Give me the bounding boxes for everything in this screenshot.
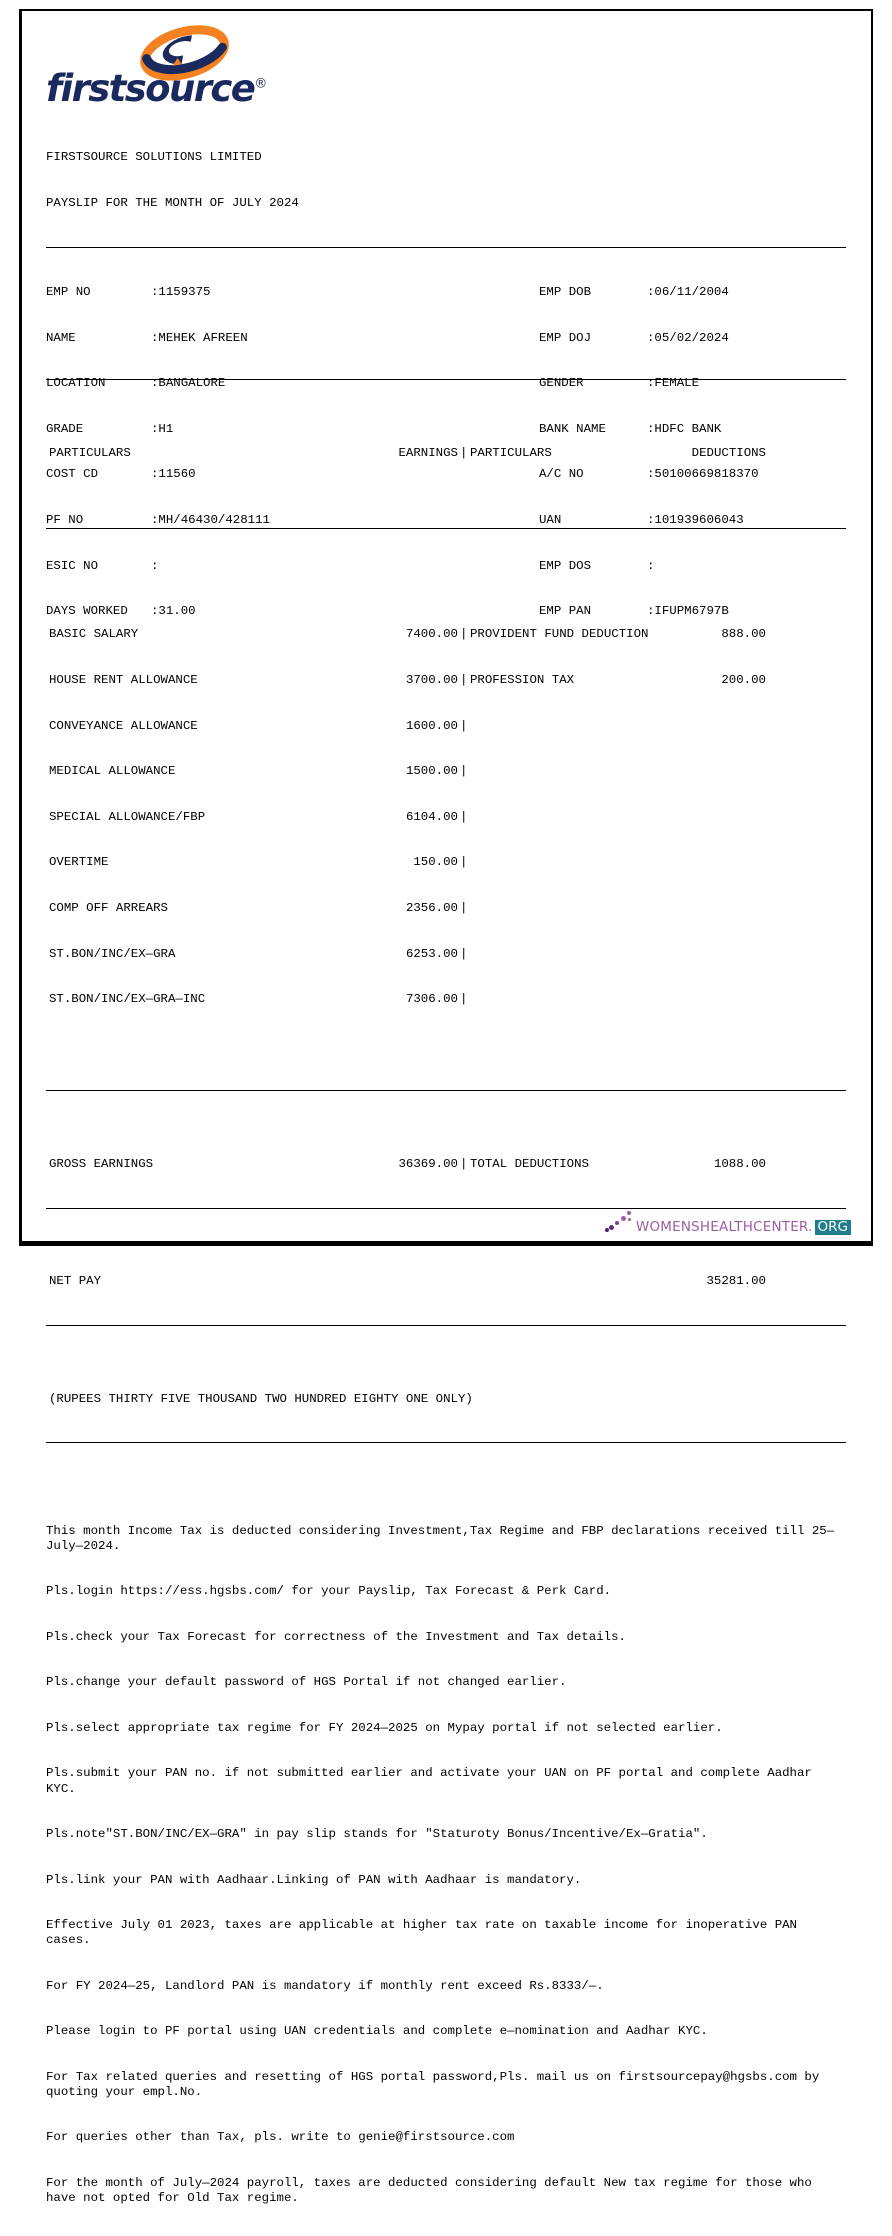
detail-value: :BANGALORE bbox=[151, 376, 226, 391]
detail-label: A/C NO bbox=[539, 467, 584, 482]
earning-label: OVERTIME bbox=[49, 855, 109, 870]
earning-label: HOUSE RENT ALLOWANCE bbox=[49, 673, 198, 688]
detail-label: COST CD bbox=[46, 467, 99, 482]
detail-value: :05/02/2024 bbox=[647, 330, 729, 345]
detail-row-emp-no bbox=[46, 285, 270, 300]
total-deductions-label: TOTAL DEDUCTIONS bbox=[470, 1157, 589, 1172]
detail-label: GRADE bbox=[46, 421, 84, 436]
header-particulars-earnings: PARTICULARS bbox=[49, 446, 131, 461]
detail-value: : bbox=[647, 558, 655, 573]
deduction-label: PROFESSION TAX bbox=[470, 673, 575, 688]
gross-earnings-label: GROSS EARNINGS bbox=[49, 1157, 154, 1172]
detail-value: :101939606043 bbox=[647, 513, 744, 527]
detail-value: :HDFC BANK bbox=[647, 421, 722, 436]
earning-amount: 3700.00 bbox=[405, 673, 458, 688]
registered-mark: ® bbox=[254, 76, 268, 92]
header-earnings: EARNINGS bbox=[398, 446, 458, 461]
table-row bbox=[46, 810, 846, 825]
earning-label: ST.BON/INC/EX—GRA bbox=[49, 946, 176, 961]
earning-amount: 2356.00 bbox=[405, 901, 458, 916]
table-row bbox=[46, 901, 846, 916]
table-row bbox=[46, 992, 846, 1007]
detail-label: EMP DOB bbox=[539, 285, 592, 300]
firstsource-wordmark bbox=[46, 67, 268, 110]
note-line: Pls.change your default password of HGS Portal if not changed earlier. bbox=[46, 1675, 567, 1690]
detail-label: DAYS WORKED bbox=[46, 604, 128, 619]
divider-under-header bbox=[46, 247, 846, 248]
divider-under-net-pay bbox=[46, 1325, 846, 1326]
detail-value: :FEMALE bbox=[647, 376, 700, 391]
detail-label: ESIC NO bbox=[46, 558, 99, 573]
amount-in-words-row bbox=[46, 1387, 846, 1412]
detail-value: :31.00 bbox=[151, 604, 196, 619]
earning-label: SPECIAL ALLOWANCE/FBP bbox=[49, 809, 206, 824]
earning-label: BASIC SALARY bbox=[49, 627, 139, 642]
source-watermark bbox=[605, 1205, 851, 1235]
table-header-row bbox=[46, 446, 846, 463]
column-separator: | bbox=[460, 627, 468, 642]
column-separator: | bbox=[460, 718, 468, 733]
column-separator: | bbox=[460, 809, 468, 824]
wordmark-text: firstsource bbox=[46, 67, 255, 110]
page-border-frame bbox=[19, 9, 873, 2205]
column-separator: | bbox=[460, 1157, 468, 1172]
earning-amount: 6104.00 bbox=[405, 809, 458, 824]
detail-value: :H1 bbox=[151, 421, 174, 436]
note-line: Pls.login https://ess.hgsbs.com/ for your Payslip, Tax Forecast & Perk Card. bbox=[46, 1584, 612, 1599]
earning-amount: 150.00 bbox=[413, 855, 458, 870]
table-row bbox=[46, 673, 846, 688]
detail-value: :11560 bbox=[151, 467, 196, 482]
earning-amount: 6253.00 bbox=[405, 946, 458, 961]
deduction-amount: 200.00 bbox=[721, 673, 766, 688]
detail-value: :MH/46430/428111 bbox=[151, 513, 270, 527]
payslip-notes bbox=[46, 1493, 846, 2236]
detail-label: BANK NAME bbox=[539, 421, 606, 436]
column-separator: | bbox=[460, 673, 468, 688]
earning-amount: 1500.00 bbox=[405, 764, 458, 779]
earning-label: MEDICAL ALLOWANCE bbox=[49, 764, 176, 779]
divider-above-totals bbox=[46, 1090, 846, 1091]
note-line: Pls.link your PAN with Aadhaar.Linking of PAN with Aadhaar is mandatory. bbox=[46, 1872, 582, 1887]
detail-value: :06/11/2004 bbox=[647, 285, 729, 300]
earning-amount: 7306.00 bbox=[405, 992, 458, 1007]
header-deductions: DEDUCTIONS bbox=[691, 446, 766, 461]
detail-label: EMP DOS bbox=[539, 558, 592, 573]
note-line: Pls.note"ST.BON/INC/EX—GRA" in pay slip stands for "Staturoty Bonus/Incentive/Ex—Gratia". bbox=[46, 1827, 708, 1842]
detail-row-emp-doj bbox=[539, 331, 759, 346]
gross-earnings-amount: 36369.00 bbox=[398, 1157, 458, 1172]
detail-label: UAN bbox=[539, 513, 562, 527]
amount-in-words: (RUPEES THIRTY FIVE THOUSAND TWO HUNDRED EIGHTY ONE ONLY) bbox=[49, 1391, 473, 1406]
deduction-label: PROVIDENT FUND DEDUCTION bbox=[470, 627, 649, 642]
earnings-deductions-table bbox=[46, 380, 846, 1474]
detail-label: PF NO bbox=[46, 513, 84, 527]
note-line: Please login to PF portal using UAN credentials and complete e—nomination and Aadhar KYC. bbox=[46, 2024, 708, 2039]
watermark-text: WOMENSHEALTHCENTER. bbox=[635, 1219, 813, 1235]
divider-under-amount-in-words bbox=[46, 1442, 846, 1443]
column-separator: | bbox=[460, 855, 468, 870]
watermark-badge: ORG bbox=[815, 1220, 851, 1235]
detail-label: EMP DOJ bbox=[539, 330, 592, 345]
earning-amount: 7400.00 bbox=[405, 627, 458, 642]
note-line: Effective July 01 2023, taxes are applicable at higher tax rate on taxable income for inoperative PAN cases. bbox=[46, 1918, 805, 1948]
detail-label: EMP PAN bbox=[539, 604, 592, 619]
note-line: Pls.submit your PAN no. if not submitted earlier and activate your UAN on PF portal and complete Aadhar KYC. bbox=[46, 1766, 820, 1796]
detail-label: LOCATION bbox=[46, 376, 106, 391]
detail-value: :MEHEK AFREEN bbox=[151, 330, 248, 345]
note-line: This month Income Tax is deducted considering Investment,Tax Regime and FBP declarations received till 25—July—2024. bbox=[46, 1523, 835, 1553]
table-row bbox=[46, 855, 846, 870]
net-pay-row bbox=[46, 1269, 846, 1294]
detail-row-emp-dob bbox=[539, 285, 759, 300]
watermark-dots-icon bbox=[605, 1209, 635, 1235]
note-line: For FY 2024—25, Landlord PAN is mandatory if monthly rent exceed Rs.8333/—. bbox=[46, 1978, 604, 1993]
net-pay-label: NET PAY bbox=[49, 1274, 102, 1289]
note-line: Pls.check your Tax Forecast for correctness of the Investment and Tax details. bbox=[46, 1629, 626, 1644]
note-line: Pls.select appropriate tax regime for FY 2024—2025 on Mypay portal if not selected earlier. bbox=[46, 1720, 723, 1735]
column-separator: | bbox=[460, 946, 468, 961]
table-row bbox=[46, 627, 846, 642]
table-row bbox=[46, 719, 846, 734]
totals-row bbox=[46, 1152, 846, 1177]
column-separator: | bbox=[460, 901, 468, 916]
earning-amount: 1600.00 bbox=[405, 718, 458, 733]
payslip-content bbox=[46, 20, 846, 2236]
detail-value: :IFUPM6797B bbox=[647, 604, 729, 619]
header-particulars-deductions: PARTICULARS bbox=[470, 446, 552, 461]
note-line: For queries other than Tax, pls. write to genie@firstsource.com bbox=[46, 2130, 515, 2145]
detail-label: GENDER bbox=[539, 376, 584, 391]
company-header bbox=[46, 120, 846, 242]
earning-label: CONVEYANCE ALLOWANCE bbox=[49, 718, 198, 733]
detail-row-name bbox=[46, 331, 270, 346]
payslip-period: PAYSLIP FOR THE MONTH OF JULY 2024 bbox=[46, 196, 299, 211]
note-line: For the month of July—2024 payroll, taxes are deducted considering default New tax regime for those who have not opted for Old Tax regime. bbox=[46, 2175, 820, 2205]
table-row bbox=[46, 764, 846, 779]
detail-value: :1159375 bbox=[151, 285, 211, 300]
table-row bbox=[46, 947, 846, 962]
earning-label: ST.BON/INC/EX—GRA—INC bbox=[49, 992, 206, 1007]
earning-label: COMP OFF ARREARS bbox=[49, 901, 168, 916]
company-name: FIRSTSOURCE SOLUTIONS LIMITED bbox=[46, 150, 262, 165]
detail-label: NAME bbox=[46, 330, 76, 345]
detail-value: : bbox=[151, 558, 159, 573]
company-logo bbox=[46, 20, 276, 116]
column-separator: | bbox=[460, 764, 468, 779]
deduction-amount: 888.00 bbox=[721, 627, 766, 642]
note-line: For Tax related queries and resetting of HGS portal password,Pls. mail us on firstsourcepay@hgsbs.com by quoting your empl.No. bbox=[46, 2069, 827, 2099]
net-pay-amount: 35281.00 bbox=[706, 1274, 766, 1289]
total-deductions-amount: 1088.00 bbox=[713, 1157, 766, 1172]
header-column-separator: | bbox=[460, 446, 468, 461]
column-separator: | bbox=[460, 992, 468, 1007]
divider-under-table-header bbox=[46, 528, 846, 529]
detail-value: :50100669818370 bbox=[647, 467, 759, 482]
detail-label: EMP NO bbox=[46, 285, 91, 300]
